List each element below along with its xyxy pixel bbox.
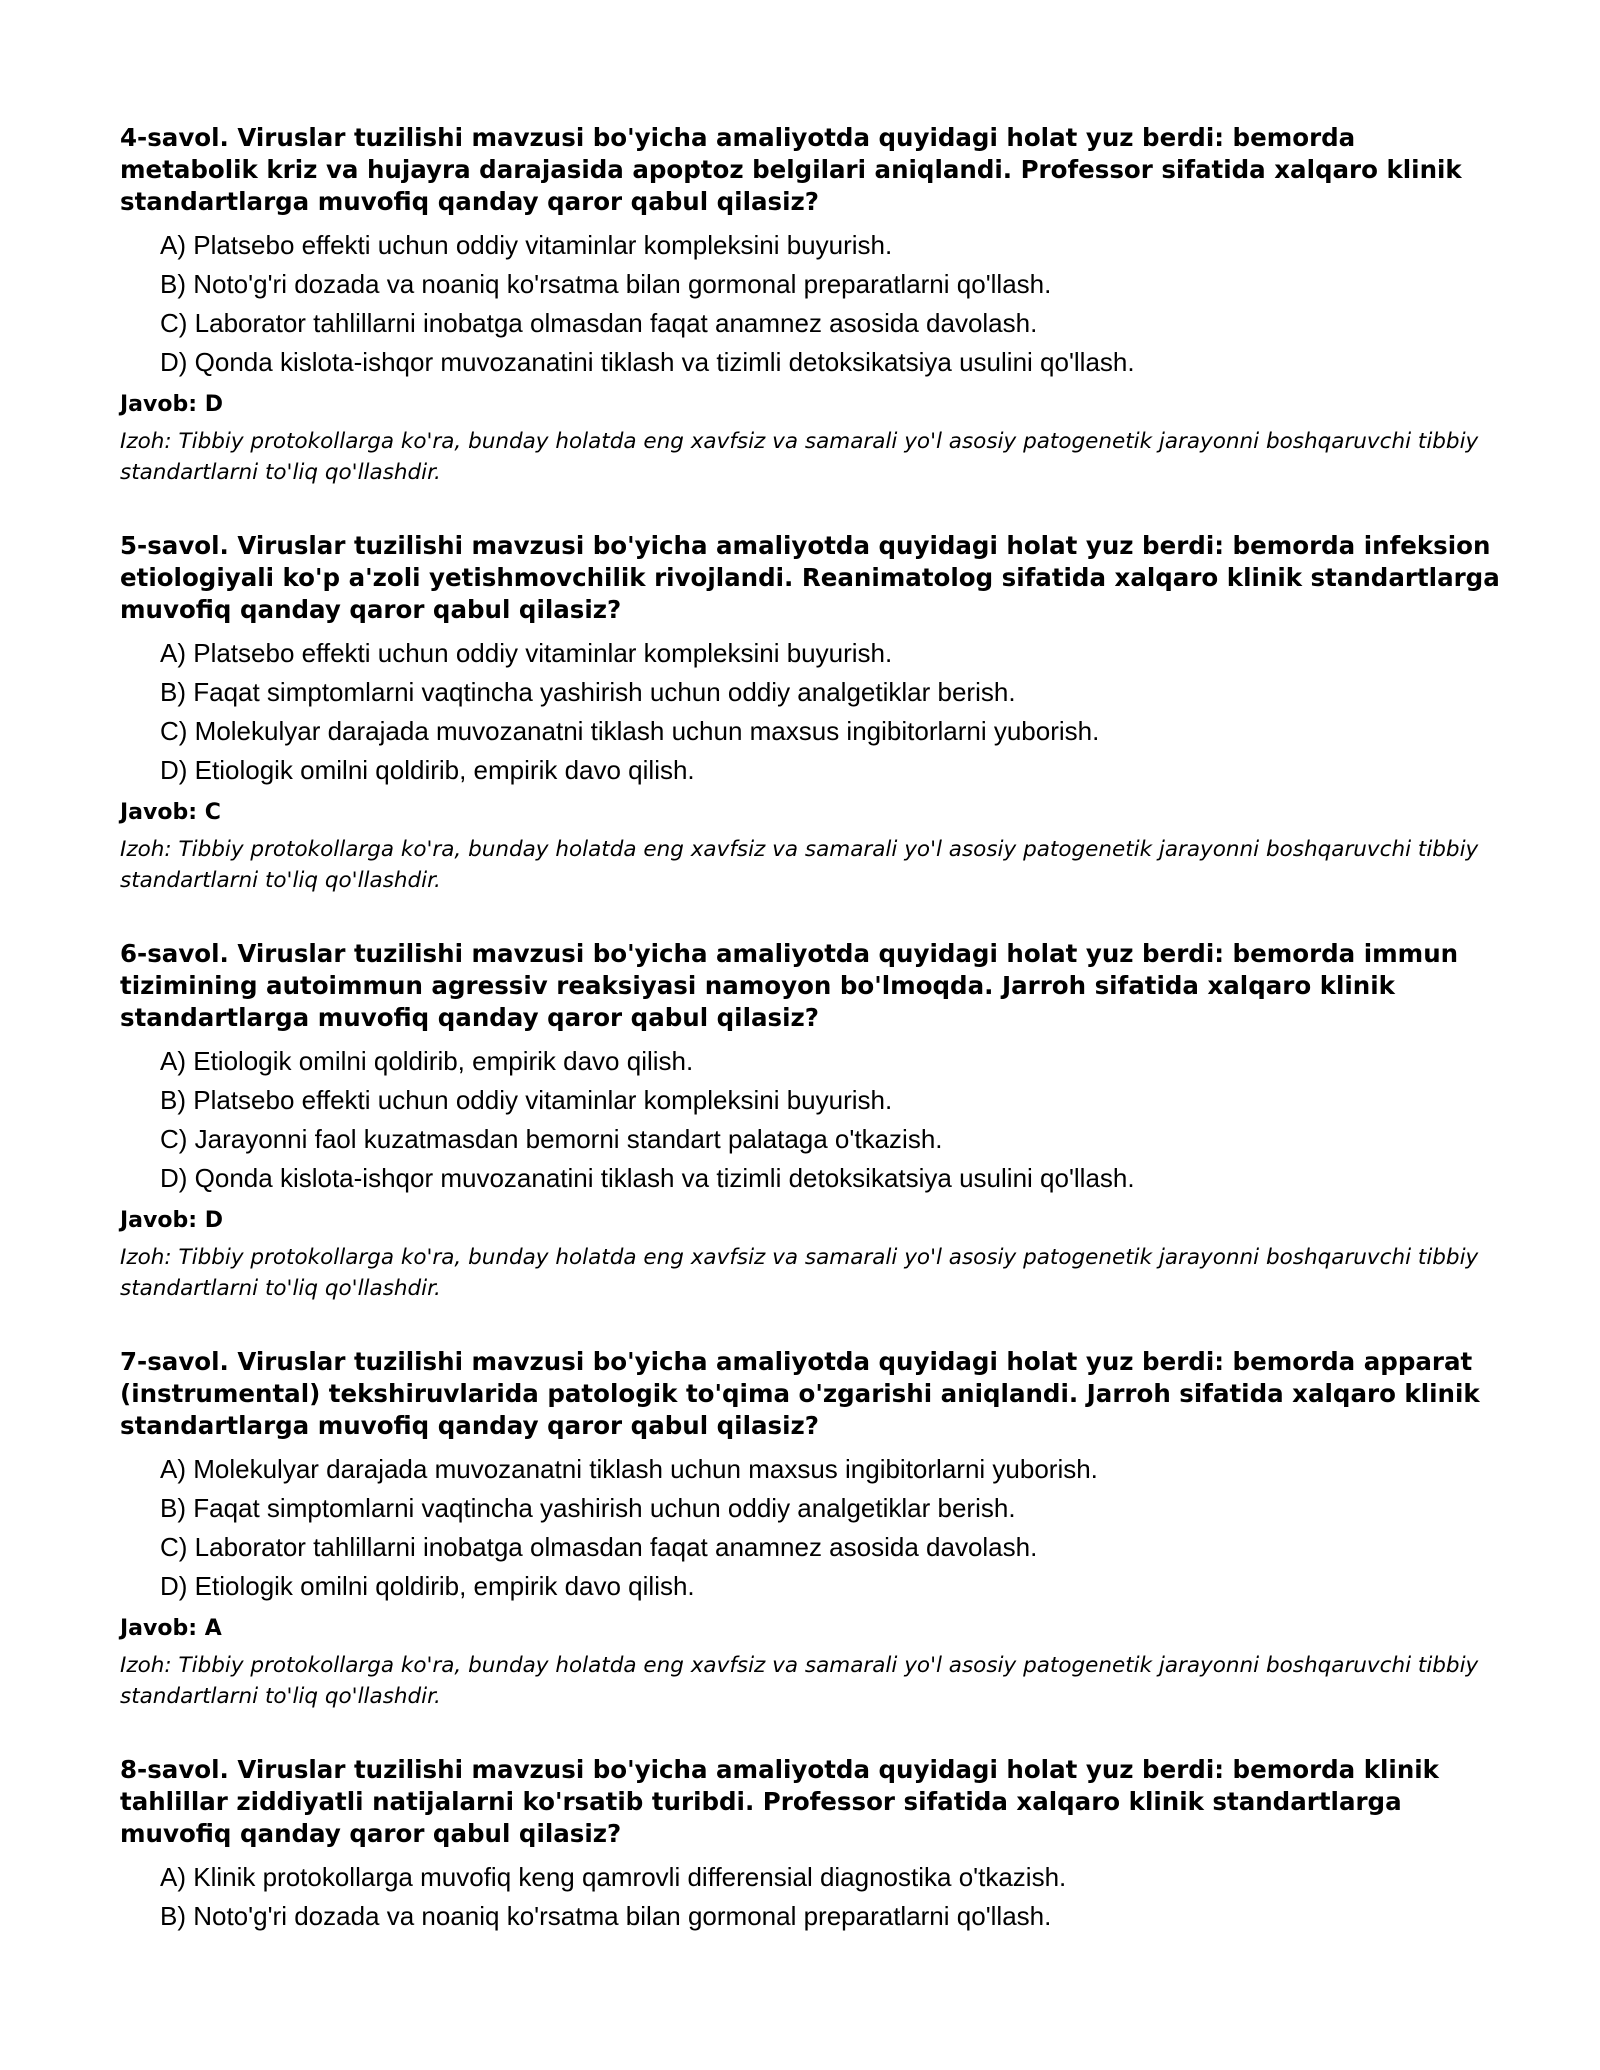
option-b: B) Faqat simptomlarni vaqtincha yashirish uchun oddiy analgetiklar berish.	[160, 677, 1016, 707]
option-a: A) Platsebo effekti uchun oddiy vitaminlar kompleksini buyurish.	[160, 638, 893, 668]
option-a: A) Etiologik omilni qoldirib, empirik davo qilish.	[160, 1046, 694, 1076]
answer-line: Javob: D	[120, 392, 223, 417]
option-d: D) Qonda kislota-ishqor muvozanatini tiklash va tizimli detoksikatsiya usulini qo'llash.	[160, 347, 1135, 377]
question-block	[120, 938, 1500, 1304]
option-c: C) Laborator tahlillarni inobatga olmasdan faqat anamnez asosida davolash.	[160, 308, 1038, 338]
answer-line: Javob: D	[120, 1208, 223, 1233]
option-b: B) Noto'g'ri dozada va noaniq ko'rsatma bilan gormonal preparatlarni qo'llash.	[160, 269, 1052, 299]
option-c: C) Jarayonni faol kuzatmasdan bemorni standart palataga o'tkazish.	[160, 1124, 943, 1154]
question-title: 4-savol. Viruslar tuzilishi mavzusi bo'yicha amaliyotda quyidagi holat yuz berdi: bemorda metabolik kriz va hujayra darajasida apoptoz belgilari aniqlandi. Professor sifatida xalqaro klinik standartlarga muvofiq qanday qaror qabul qilasiz?	[120, 123, 1462, 216]
question-title: 6-savol. Viruslar tuzilishi mavzusi bo'yicha amaliyotda quyidagi holat yuz berdi: bemorda immun tizimining autoimmun agressiv reaksiyasi namoyon bo'lmoqda. Jarroh sifatida xalqaro klinik standartlarga muvofiq qanday qaror qabul qilasiz?	[120, 939, 1459, 1032]
options-list	[120, 1450, 1500, 1606]
explanation-note: Izoh: Tibbiy protokollarga ko'ra, bunday holatda eng xavfsiz va samarali yo'l asosiy patogenetik jarayonni boshqaruvchi tibbiy standartlarni to'liq qo'llashdir.	[120, 1245, 1479, 1301]
question-block	[120, 1754, 1500, 1936]
question-title: 7-savol. Viruslar tuzilishi mavzusi bo'yicha amaliyotda quyidagi holat yuz berdi: bemorda apparat (instrumental) tekshiruvlarida patologik to'qima o'zgarishi aniqlandi. Jarroh sifatida xalqaro klinik standartlarga muvofiq qanday qaror qabul qilasiz?	[120, 1347, 1480, 1440]
options-list	[120, 226, 1500, 382]
explanation-note: Izoh: Tibbiy protokollarga ko'ra, bunday holatda eng xavfsiz va samarali yo'l asosiy patogenetik jarayonni boshqaruvchi tibbiy standartlarni to'liq qo'llashdir.	[120, 1653, 1479, 1709]
question-block	[120, 122, 1500, 488]
question-block	[120, 530, 1500, 896]
option-a: A) Klinik protokollarga muvofiq keng qamrovli differensial diagnostika o'tkazish.	[160, 1862, 1067, 1892]
option-b: B) Platsebo effekti uchun oddiy vitaminlar kompleksini buyurish.	[160, 1085, 893, 1115]
option-b: B) Noto'g'ri dozada va noaniq ko'rsatma bilan gormonal preparatlarni qo'llash.	[160, 1901, 1052, 1931]
explanation-note: Izoh: Tibbiy protokollarga ko'ra, bunday holatda eng xavfsiz va samarali yo'l asosiy patogenetik jarayonni boshqaruvchi tibbiy standartlarni to'liq qo'llashdir.	[120, 429, 1479, 485]
options-list	[120, 634, 1500, 790]
answer-line: Javob: A	[120, 1616, 222, 1641]
option-c: C) Molekulyar darajada muvozanatni tiklash uchun maxsus ingibitorlarni yuborish.	[160, 716, 1100, 746]
question-title: 8-savol. Viruslar tuzilishi mavzusi bo'yicha amaliyotda quyidagi holat yuz berdi: bemorda klinik tahlillar ziddiyatli natijalarni ko'rsatib turibdi. Professor sifatida xalqaro klinik standartlarga muvofiq qanday qaror qabul qilasiz?	[120, 1755, 1439, 1848]
option-c: C) Laborator tahlillarni inobatga olmasdan faqat anamnez asosida davolash.	[160, 1532, 1038, 1562]
option-d: D) Etiologik omilni qoldirib, empirik davo qilish.	[160, 755, 695, 785]
option-b: B) Faqat simptomlarni vaqtincha yashirish uchun oddiy analgetiklar berish.	[160, 1493, 1016, 1523]
option-a: A) Molekulyar darajada muvozanatni tiklash uchun maxsus ingibitorlarni yuborish.	[160, 1454, 1098, 1484]
option-a: A) Platsebo effekti uchun oddiy vitaminlar kompleksini buyurish.	[160, 230, 893, 260]
document-page	[120, 122, 1500, 1978]
question-block	[120, 1346, 1500, 1712]
answer-line: Javob: C	[120, 800, 221, 825]
options-list	[120, 1042, 1500, 1198]
question-title: 5-savol. Viruslar tuzilishi mavzusi bo'yicha amaliyotda quyidagi holat yuz berdi: bemorda infeksion etiologiyali ko'p a'zoli yetishmovchilik rivojlandi. Reanimatolog sifatida xalqaro klinik standartlarga muvofiq qanday qaror qabul qilasiz?	[120, 531, 1500, 624]
option-d: D) Etiologik omilni qoldirib, empirik davo qilish.	[160, 1571, 695, 1601]
option-d: D) Qonda kislota-ishqor muvozanatini tiklash va tizimli detoksikatsiya usulini qo'llash.	[160, 1163, 1135, 1193]
options-list	[120, 1858, 1500, 1936]
explanation-note: Izoh: Tibbiy protokollarga ko'ra, bunday holatda eng xavfsiz va samarali yo'l asosiy patogenetik jarayonni boshqaruvchi tibbiy standartlarni to'liq qo'llashdir.	[120, 837, 1479, 893]
